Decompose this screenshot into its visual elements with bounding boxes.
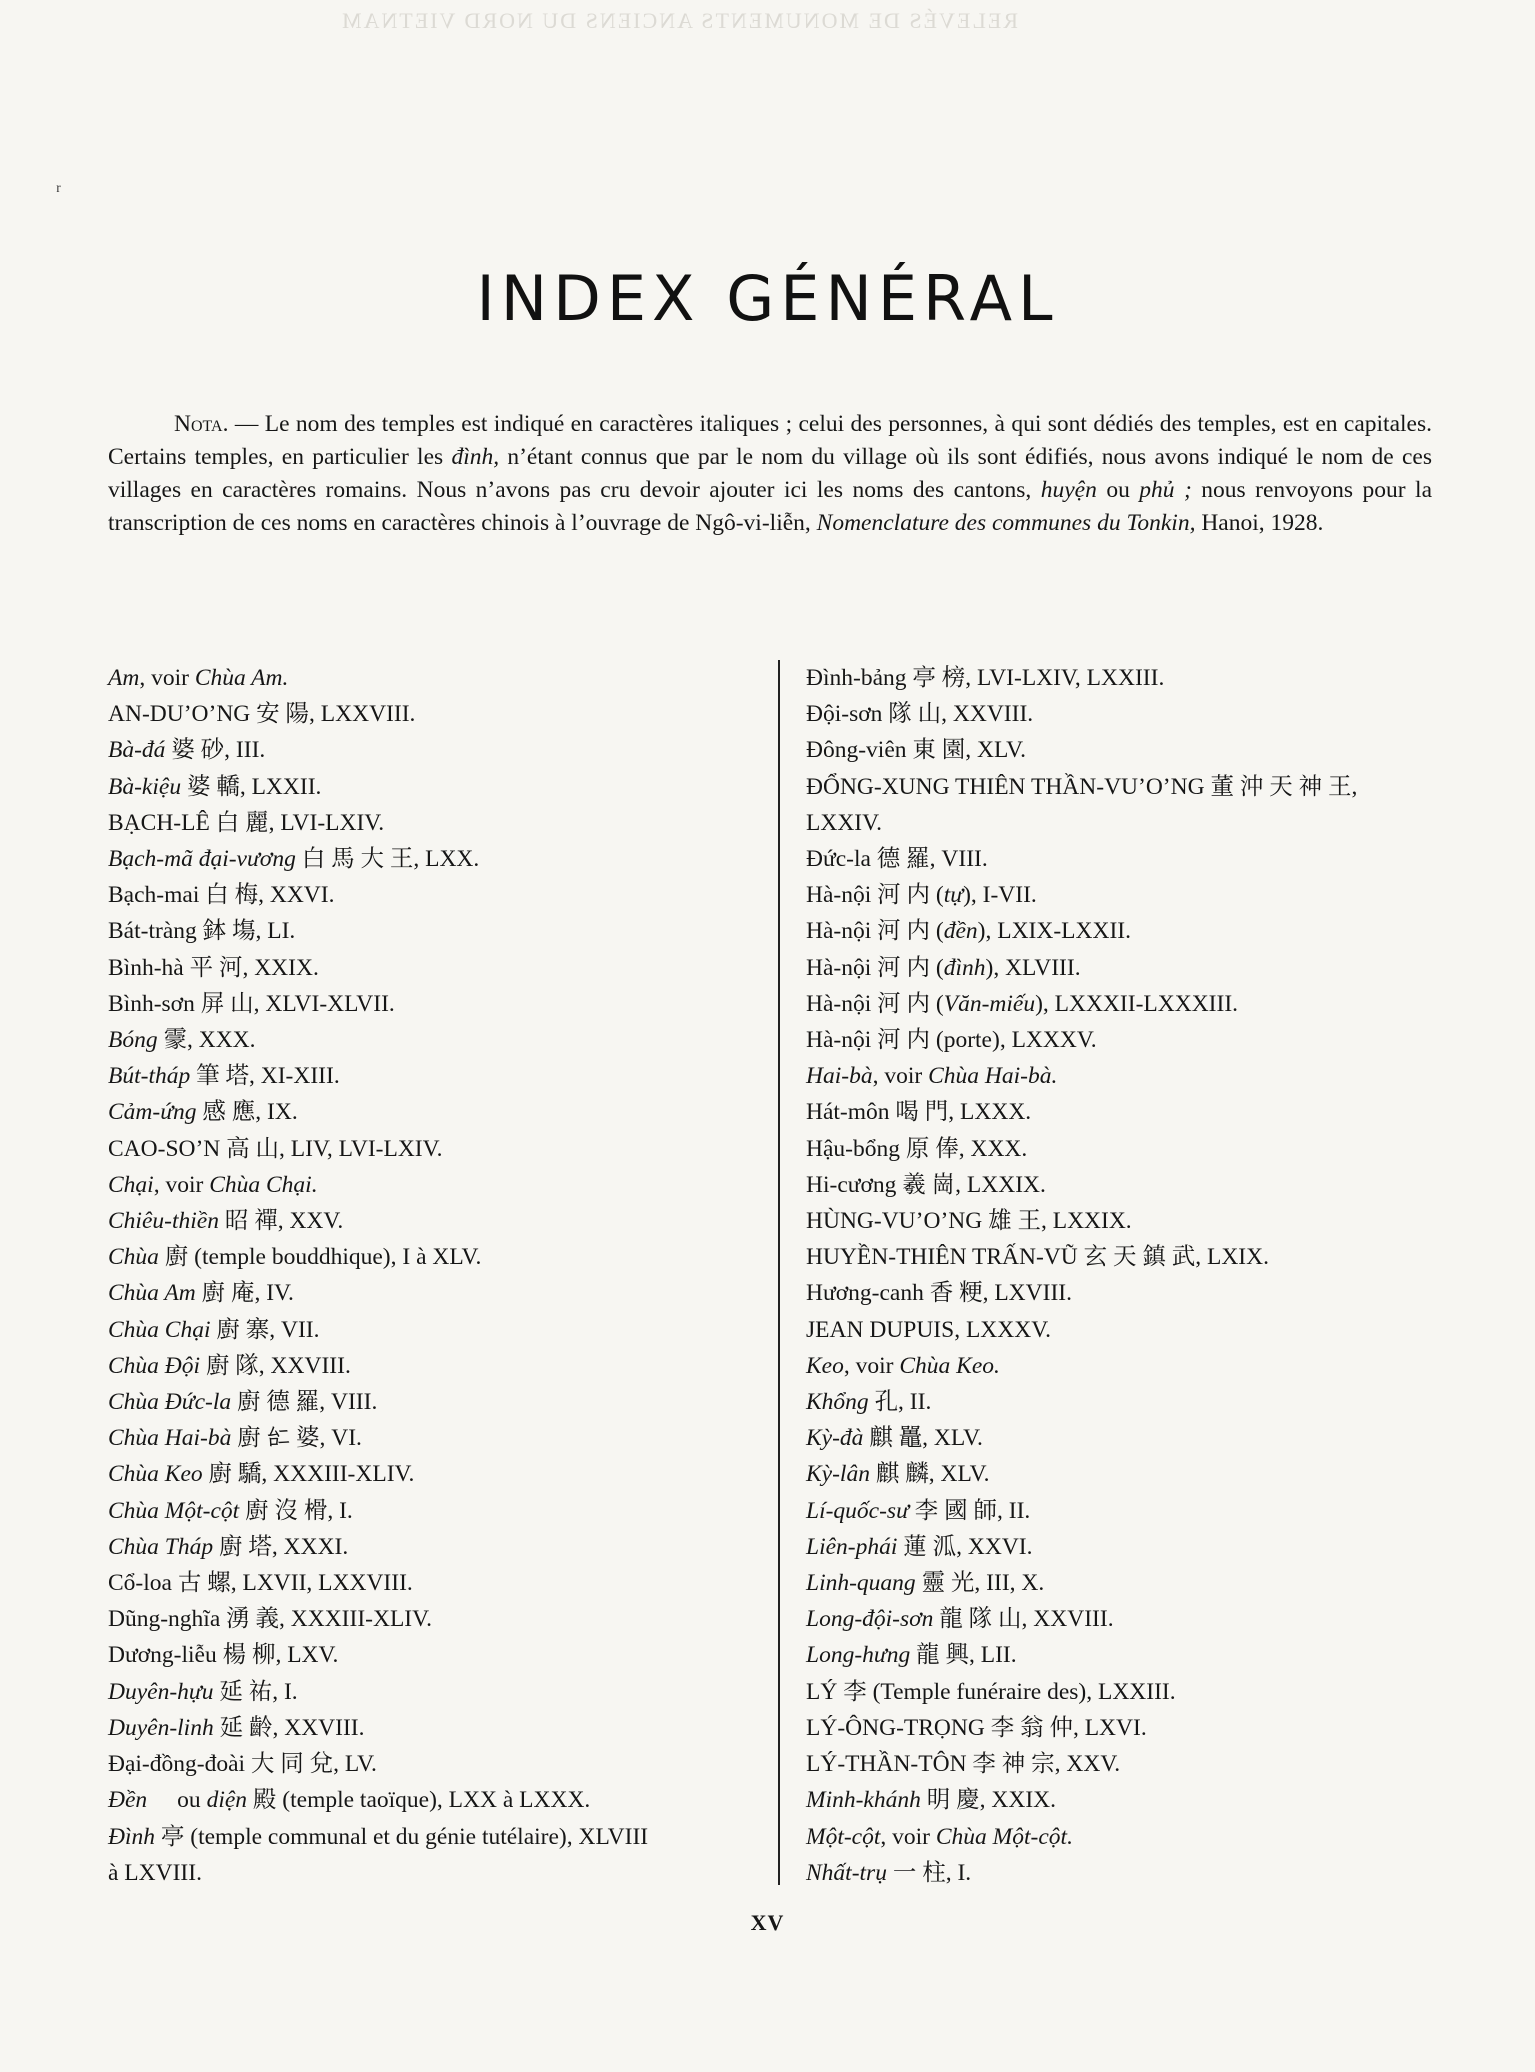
nota-text: Hanoi, 1928. xyxy=(1195,510,1324,536)
entry-text: 廚 隊, XXVIII. xyxy=(200,1352,351,1379)
index-entry xyxy=(806,732,1466,768)
index-entry xyxy=(108,660,780,696)
entry-text: 霥, XXX. xyxy=(157,1027,256,1054)
index-entry xyxy=(806,1746,1466,1782)
entry-text: tự xyxy=(943,882,964,909)
index-entry xyxy=(806,1674,1466,1710)
index-entry xyxy=(108,1022,780,1058)
index-entry xyxy=(108,1348,780,1384)
entry-text: Bình-sơn 屏 山, XLVI-XLVII. xyxy=(108,990,395,1017)
entry-text: Duyên-linh xyxy=(108,1714,214,1741)
nota-text: — Le nom des temples est indiqué en caractères italiques ; celui des personnes, à qui sont dédiés des temples, est en capitales. Certains temples, en particulier les xyxy=(108,411,1432,470)
entry-text: Bình-hà 平 河, XXIX. xyxy=(108,954,319,981)
index-column-right xyxy=(806,660,1466,1891)
entry-continuation: à LXVIII. xyxy=(108,1859,202,1886)
entry-text: ĐỔNG-XUNG THIÊN THẦN-VU’O’NG 董 沖 天 神 王, xyxy=(806,773,1358,800)
entry-text: Chùa Đức-la xyxy=(108,1389,232,1416)
entry-text: Chùa Keo. xyxy=(899,1352,1000,1379)
entry-text: Một-cột xyxy=(806,1823,881,1850)
index-entry xyxy=(806,696,1466,732)
entry-text: Long-đội-sơn xyxy=(806,1606,934,1633)
entry-text: Nhất-trụ xyxy=(806,1859,887,1886)
entry-text: Bát-tràng 鉢 塲, LI. xyxy=(108,918,296,945)
entry-text: Bút-tháp xyxy=(108,1063,191,1090)
entry-text: Long-hưng xyxy=(806,1642,911,1669)
index-entry xyxy=(806,1348,1466,1384)
entry-text: LÝ 李 (Temple funéraire des), LXXIII. xyxy=(806,1678,1176,1705)
entry-text: HUYỀN-THIÊN TRẤN-VŨ 玄 天 鎮 武, LXIX. xyxy=(806,1244,1269,1271)
entry-text: 𡊱 ou xyxy=(147,1787,207,1814)
index-entry xyxy=(806,1782,1466,1818)
index-entry xyxy=(108,1782,780,1818)
index-entry xyxy=(806,1601,1466,1637)
entry-text: Khổng xyxy=(806,1389,869,1416)
index-entry xyxy=(108,1637,780,1673)
column-divider xyxy=(778,660,780,1885)
index-entry xyxy=(108,1565,780,1601)
nota-italic-phu: phủ ; xyxy=(1139,477,1192,503)
entry-text: ), I-VII. xyxy=(963,882,1037,909)
index-entry xyxy=(806,1456,1466,1492)
entry-text: Bạch-mã đại-vương xyxy=(108,846,296,873)
nota-italic-dinh: đình, xyxy=(451,444,500,470)
index-entry xyxy=(108,696,780,732)
entry-text: 廚 寨, VII. xyxy=(210,1316,320,1343)
index-entry xyxy=(108,1094,780,1130)
index-column-left xyxy=(108,660,780,1891)
entry-text: 一 柱, I. xyxy=(886,1859,972,1886)
entry-text: Chùa Keo xyxy=(108,1461,203,1488)
entry-text: , voir xyxy=(139,665,195,691)
entry-continuation: LXXIV. xyxy=(806,809,882,836)
entry-text: Chùa Chại. xyxy=(209,1171,318,1198)
entry-text: Hà-nội 河 内 ( xyxy=(806,990,944,1017)
entry-text: 孔, II. xyxy=(868,1389,932,1416)
entry-text: 亭 (temple communal et du génie tutélaire), XLVIII xyxy=(155,1823,649,1850)
entry-text: Bà-kiệu xyxy=(108,773,182,800)
entry-text: Hi-cương 羲 崗, LXXIX. xyxy=(806,1171,1046,1198)
index-entry xyxy=(108,1674,780,1710)
entry-text: BẠCH-LÊ 白 麗, LVI-LXIV. xyxy=(108,809,385,836)
index-entry xyxy=(108,1167,780,1203)
entry-text: Hà-nội 河 内 ( xyxy=(806,918,944,945)
nota-label: Nota. xyxy=(174,411,229,437)
entry-text: Đội-sơn 隊 山, XXVIII. xyxy=(806,701,1034,728)
entry-text: 廚 塔, XXXI. xyxy=(213,1533,349,1560)
entry-text: Chùa Hai-bà xyxy=(108,1425,232,1452)
entry-text: 廚 (temple bouddhique), I à XLV. xyxy=(158,1244,482,1271)
index-entry xyxy=(108,877,780,913)
nota-text: n’étant connus que par le nom du village où ils sont édifiés, nous avons indiqué le nom de ces villages en caractères romains. Nous n’avons pas cru devoir ajouter ici les noms des cantons, xyxy=(108,444,1432,503)
index-entry xyxy=(108,1239,780,1275)
entry-text: diện xyxy=(206,1787,248,1814)
entry-text: 麒 麟, XLV. xyxy=(869,1461,990,1488)
index-entry xyxy=(806,1022,1466,1058)
entry-text: Chùa Chại xyxy=(108,1316,211,1343)
entry-text: Hà-nội 河 内 ( xyxy=(806,882,944,909)
entry-text: Chùa Một-cột. xyxy=(935,1823,1073,1850)
index-entry xyxy=(108,1058,780,1094)
index-entry xyxy=(806,1420,1466,1456)
entry-text: Kỳ-lân xyxy=(806,1461,870,1488)
entry-text: 廚 𠄩 婆, VI. xyxy=(231,1425,362,1452)
entry-text: Liên-phái xyxy=(806,1533,898,1560)
index-entry xyxy=(806,1131,1466,1167)
page-number: XV xyxy=(750,1910,785,1935)
entry-text: Duyên-hựu xyxy=(108,1678,214,1705)
index-entry xyxy=(806,1384,1466,1420)
entry-text: Hà-nội 河 内 ( xyxy=(806,954,944,981)
bleed-through-text: RELEVÉS DE MONUMENTS ANCIENS DU NORD VIETNAM xyxy=(340,8,1018,33)
index-entry xyxy=(108,1529,780,1565)
index-entry xyxy=(108,913,780,949)
entry-text: Cảm-ứng xyxy=(108,1099,197,1126)
index-entry xyxy=(108,1312,780,1348)
entry-text: Chiêu-thiền xyxy=(108,1208,219,1235)
entry-text: Chùa xyxy=(108,1244,159,1271)
entry-text: 昭 禪, XXV. xyxy=(218,1208,344,1235)
entry-text: , voir xyxy=(153,1171,210,1198)
entry-text: 廚 德 羅, VIII. xyxy=(231,1389,378,1416)
index-entry xyxy=(806,1275,1466,1311)
entry-text: Đình xyxy=(108,1823,155,1850)
entry-text: CAO-SO’N 高 山, LIV, LVI-LXIV. xyxy=(108,1135,443,1162)
entry-text: , voir xyxy=(872,1063,929,1090)
entry-text: Đình-bảng 亭 榜, LVI-LXIV, LXXIII. xyxy=(806,665,1165,691)
entry-text: Am xyxy=(108,665,140,691)
index-entry xyxy=(806,1819,1466,1855)
entry-text: 廚 庵, IV. xyxy=(195,1280,294,1307)
entry-text: 延 齡, XXVIII. xyxy=(213,1714,365,1741)
entry-text: 明 慶, XXIX. xyxy=(920,1787,1056,1814)
entry-text: Kỳ-đà xyxy=(806,1425,864,1452)
index-entry xyxy=(806,950,1466,986)
entry-text: Cổ-loa 古 螺, LXVII, LXXVIII. xyxy=(108,1570,413,1597)
entry-text: Hát-môn 喝 門, LXXX. xyxy=(806,1099,1032,1126)
entry-text: Keo xyxy=(806,1352,844,1379)
nota-paragraph xyxy=(108,408,1432,540)
nota-italic-title: Nomenclature des communes du Tonkin, xyxy=(816,510,1196,536)
index-entry xyxy=(108,1275,780,1311)
index-entry xyxy=(806,1167,1466,1203)
entry-text: 白 馬 大 王, LXX. xyxy=(295,846,480,873)
entry-text: 龍 興, LII. xyxy=(910,1642,1017,1669)
index-entry xyxy=(108,1456,780,1492)
entry-text: 感 應, IX. xyxy=(196,1099,298,1126)
nota-text: nous renvoyons pour la transcription de ces noms en caractères chinois à l’ouvrage de Ngô-vi-liễn, xyxy=(108,477,1433,536)
entry-text: , voir xyxy=(880,1823,936,1850)
entry-text: HÙNG-VU’O’NG 雄 王, LXXIX. xyxy=(806,1208,1132,1235)
entry-text: Chùa Hai-bà. xyxy=(928,1063,1058,1090)
entry-text: LÝ-THẦN-TÔN 李 神 宗, XXV. xyxy=(806,1751,1121,1778)
entry-text: 廚 沒 榾, I. xyxy=(239,1497,353,1524)
entry-text: Chùa Đội xyxy=(108,1352,201,1379)
entry-text: Hương-canh 香 粳, LXVIII. xyxy=(806,1280,1072,1307)
index-entry xyxy=(806,1312,1466,1348)
entry-text: 延 祐, I. xyxy=(213,1678,298,1705)
entry-text: Chùa Am. xyxy=(194,665,289,691)
entry-text: Đại-đồng-đoài 大 同 兌, LV. xyxy=(108,1751,377,1778)
entry-text: 麒 鼉, XLV. xyxy=(863,1425,983,1452)
entry-text: ), XLVIII. xyxy=(985,954,1081,981)
entry-text: Đức-la 德 羅, VIII. xyxy=(806,846,988,873)
nota-italic-huyen: huyện xyxy=(1040,477,1097,503)
index-entry xyxy=(806,841,1466,877)
entry-text: Chùa Một-cột xyxy=(108,1497,240,1524)
entry-text: đình xyxy=(943,954,986,981)
entry-text: Chại xyxy=(108,1171,154,1198)
entry-text: LÝ-ÔNG-TRỌNG 李 翁 仲, LXVI. xyxy=(806,1714,1147,1741)
index-entry xyxy=(108,1131,780,1167)
entry-text: 靈 光, III, X. xyxy=(915,1570,1045,1597)
index-entry xyxy=(108,1710,780,1746)
index-entry xyxy=(806,769,1466,841)
index-entry xyxy=(806,877,1466,913)
entry-text: Bạch-mai 白 梅, XXVI. xyxy=(108,882,335,909)
index-entry xyxy=(108,1819,780,1891)
index-entry xyxy=(108,841,780,877)
entry-text: 婆 轎, LXXII. xyxy=(181,773,322,800)
page-title: INDEX GÉNÉRAL xyxy=(476,262,1059,335)
entry-text: Hậu-bổng 原 俸, XXX. xyxy=(806,1135,1028,1162)
entry-text: Hai-bà xyxy=(806,1063,873,1090)
entry-text: 李 國 師, II. xyxy=(908,1497,1031,1524)
index-entry xyxy=(108,986,780,1022)
index-entry xyxy=(108,769,780,805)
entry-text: 蓮 泒, XXVI. xyxy=(897,1533,1033,1560)
index-entry xyxy=(806,1058,1466,1094)
entry-text: Hà-nội 河 内 (porte), LXXXV. xyxy=(806,1027,1097,1054)
index-entry xyxy=(806,1565,1466,1601)
entry-text: đền xyxy=(943,918,978,945)
entry-text: Minh-khánh xyxy=(806,1787,921,1814)
entry-text: Dương-liễu 楊 柳, LXV. xyxy=(108,1642,339,1669)
entry-text: 筆 塔, XI-XIII. xyxy=(190,1063,340,1090)
entry-text: Linh-quang xyxy=(806,1570,916,1597)
entry-text: Bà-đá xyxy=(108,737,166,764)
index-entry xyxy=(806,1094,1466,1130)
entry-text: Chùa Tháp xyxy=(108,1533,214,1560)
index-entry xyxy=(108,805,780,841)
index-entry xyxy=(108,1420,780,1456)
index-entry xyxy=(806,1493,1466,1529)
entry-text: 殿 (temple taoïque), LXX à LXXX. xyxy=(247,1787,591,1814)
index-entry xyxy=(108,1601,780,1637)
entry-text: , voir xyxy=(843,1352,900,1379)
index-entry xyxy=(108,1384,780,1420)
index-entry xyxy=(806,1529,1466,1565)
entry-text: JEAN DUPUIS, LXXXV. xyxy=(806,1316,1052,1343)
entry-text: Đền xyxy=(108,1787,148,1814)
entry-text: Chùa Am xyxy=(108,1280,196,1307)
index-entry xyxy=(806,913,1466,949)
entry-text: 婆 砂, III. xyxy=(165,737,266,764)
entry-text: Lí-quốc-sư xyxy=(806,1497,909,1524)
index-entry xyxy=(108,1493,780,1529)
index-entry xyxy=(806,1203,1466,1239)
index-entry xyxy=(806,1710,1466,1746)
entry-text: Văn-miếu xyxy=(943,990,1036,1017)
margin-mark: ʳ xyxy=(56,178,61,203)
index-entry xyxy=(108,950,780,986)
entry-text: 廚 驕, XXXIII-XLIV. xyxy=(202,1461,415,1488)
index-entry xyxy=(108,732,780,768)
index-entry xyxy=(806,1855,1466,1891)
index-entry xyxy=(108,1746,780,1782)
index-entry xyxy=(806,986,1466,1022)
entry-text: Bóng xyxy=(108,1027,158,1054)
entry-text: Dũng-nghĩa 湧 義, XXXIII-XLIV. xyxy=(108,1606,432,1633)
nota-text: ou xyxy=(1096,477,1140,503)
index-entry xyxy=(806,660,1466,696)
entry-text: ), LXXXII-LXXXIII. xyxy=(1035,990,1239,1017)
index-entry xyxy=(806,1239,1466,1275)
index-entry xyxy=(806,1637,1466,1673)
entry-text: 龍 隊 山, XXVIII. xyxy=(933,1606,1114,1633)
entry-text: AN-DU’O’NG 安 陽, LXXVIII. xyxy=(108,701,416,728)
entry-text: ), LXIX-LXXII. xyxy=(977,918,1132,945)
entry-text: Đông-viên 東 園, XLV. xyxy=(806,737,1026,764)
index-entry xyxy=(108,1203,780,1239)
